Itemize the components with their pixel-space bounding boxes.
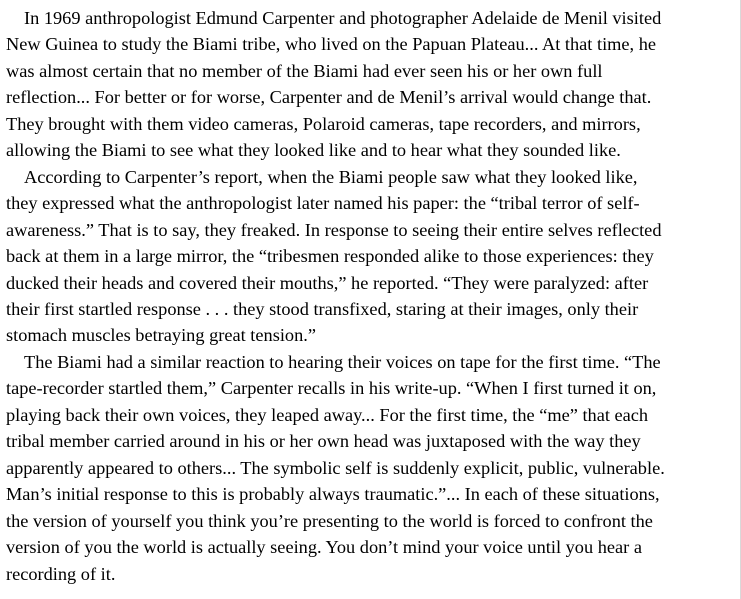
text-line-10: back at them in a large mirror, the “tribesmen responded alike to those experiences: they: [6, 246, 654, 267]
text-line-3: was almost certain that no member of the Biami had ever seen his or her own full: [6, 60, 603, 81]
text-line-22: recording of it.: [6, 563, 116, 584]
text-line-11: ducked their heads and covered their mouths,” he reported. “They were paralyzed: after: [6, 272, 649, 293]
text-line-8: they expressed what the anthropologist later named his paper: the “tribal terror of self-: [6, 193, 640, 214]
text-line-15: tape-recorder startled them,” Carpenter recalls in his write-up. “When I first turned it on,: [6, 378, 657, 399]
text-line-9: awareness.” That is to say, they freaked. In response to seeing their entire selves reflected: [6, 219, 662, 240]
text-line-21: version of you the world is actually seeing. You don’t mind your voice until you hear a: [6, 537, 642, 558]
text-line-14: The Biami had a similar reaction to hearing their voices on tape for the first time. “The: [24, 351, 661, 372]
text-line-20: the version of yourself you think you’re presenting to the world is forced to confront the: [6, 510, 653, 531]
text-line-7: According to Carpenter’s report, when the Biami people saw what they looked like,: [24, 166, 638, 187]
text-line-12: their first startled response . . . they stood transfixed, staring at their images, only their: [6, 298, 639, 319]
text-line-4: reflection... For better or for worse, Carpenter and de Menil’s arrival would change that.: [6, 87, 652, 108]
text-line-16: playing back their own voices, they leaped away... For the first time, the “me” that each: [6, 404, 649, 425]
text-line-1: In 1969 anthropologist Edmund Carpenter and photographer Adelaide de Menil visited: [24, 8, 662, 28]
text-line-5: They brought with them video cameras, Polaroid cameras, tape recorders, and mirrors,: [6, 113, 641, 134]
text-line-19: Man’s initial response to this is probably always traumatic.”... In each of these situations,: [6, 484, 660, 505]
text-line-2: New Guinea to study the Biami tribe, who lived on the Papuan Plateau... At that time, he: [6, 34, 657, 55]
text-line-6: allowing the Biami to see what they looked like and to hear what they sounded like.: [6, 140, 621, 161]
text-line-13: stomach muscles betraying great tension.”: [6, 325, 316, 346]
article-text: [6, 5, 741, 587]
text-line-17: tribal member carried around in his or her own head was juxtaposed with the way they: [6, 431, 641, 452]
text-line-18: apparently appeared to others... The symbolic self is suddenly explicit, public, vulnerable.: [6, 457, 665, 478]
